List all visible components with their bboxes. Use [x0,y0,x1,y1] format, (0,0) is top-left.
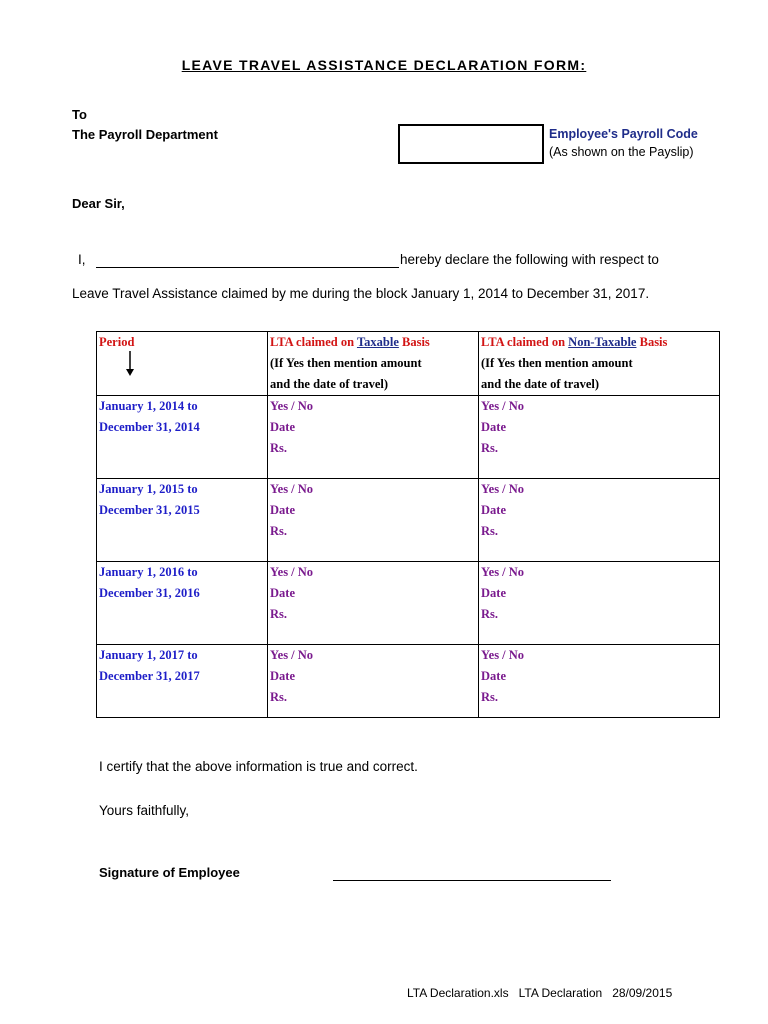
nontaxable-cell[interactable] [479,396,720,479]
to-label: To [72,107,87,122]
amount-field[interactable]: Rs. [481,441,499,455]
nontaxable-sub-1: (If Yes then mention amount [481,356,633,370]
period-from: January 1, 2017 to [99,648,198,662]
department-label: The Payroll Department [72,127,218,142]
yes-no-option[interactable]: Yes / No [481,648,525,662]
amount-field[interactable]: Rs. [270,690,288,704]
payroll-code-note: (As shown on the Payslip) [549,145,694,159]
nontaxable-sub-2: and the date of travel) [481,377,600,391]
date-field[interactable]: Date [270,420,295,434]
date-field[interactable]: Date [270,503,295,517]
yes-no-option[interactable]: Yes / No [270,565,314,579]
declare-line-2: Leave Travel Assistance claimed by me during the block January 1, 2014 to December 31, 2017. [72,286,650,301]
taxable-sub-2: and the date of travel) [270,377,389,391]
signature-label: Signature of Employee [99,865,240,880]
date-field[interactable]: Date [270,669,295,683]
employee-name-line[interactable] [96,267,399,268]
taxable-sub-1: (If Yes then mention amount [270,356,422,370]
period-cell [97,645,268,718]
certify-text: I certify that the above information is true and correct. [99,759,418,774]
date-field[interactable]: Date [270,586,295,600]
period-to: December 31, 2015 [99,503,200,517]
taxable-cell[interactable] [268,396,479,479]
payroll-code-input[interactable] [398,124,544,164]
period-cell [97,396,268,479]
yes-no-option[interactable]: Yes / No [270,482,314,496]
form-title: LEAVE TRAVEL ASSISTANCE DECLARATION FORM: [181,57,587,73]
table-row [97,645,720,718]
header-nontaxable [479,332,720,396]
payroll-code-label: Employee's Payroll Code [549,127,698,141]
amount-field[interactable]: Rs. [270,441,288,455]
period-to: December 31, 2017 [99,669,200,683]
table-header-row [97,332,720,396]
arrow-down-icon [129,353,131,377]
date-field[interactable]: Date [481,420,506,434]
yes-no-option[interactable]: Yes / No [481,565,525,579]
amount-field[interactable]: Rs. [481,607,499,621]
period-to: December 31, 2016 [99,586,200,600]
period-to: December 31, 2014 [99,420,200,434]
amount-field[interactable]: Rs. [481,690,499,704]
salutation: Dear Sir, [72,196,125,211]
date-field[interactable]: Date [481,586,506,600]
period-cell [97,562,268,645]
period-from: January 1, 2015 to [99,482,198,496]
table-row [97,479,720,562]
date-field[interactable]: Date [481,669,506,683]
header-period [97,332,268,396]
nontaxable-cell[interactable] [479,562,720,645]
declare-suffix: hereby declare the following with respect to [400,252,659,267]
period-cell [97,479,268,562]
taxable-cell[interactable] [268,562,479,645]
amount-field[interactable]: Rs. [481,524,499,538]
nontaxable-heading: LTA claimed on Non-Taxable Basis [481,335,668,349]
period-from: January 1, 2014 to [99,399,198,413]
table-row [97,396,720,479]
period-label: Period [99,335,135,349]
yes-no-option[interactable]: Yes / No [481,482,525,496]
yes-no-option[interactable]: Yes / No [270,399,314,413]
date-field[interactable]: Date [481,503,506,517]
declare-prefix: I, [78,252,86,267]
amount-field[interactable]: Rs. [270,607,288,621]
lta-table [96,331,720,718]
signature-line[interactable] [333,880,611,881]
yes-no-option[interactable]: Yes / No [481,399,525,413]
page-footer: LTA Declaration.xls LTA Declaration 28/09/2015 [407,986,673,1000]
nontaxable-cell[interactable] [479,645,720,718]
table-row [97,562,720,645]
amount-field[interactable]: Rs. [270,524,288,538]
taxable-heading: LTA claimed on Taxable Basis [270,335,430,349]
yes-no-option[interactable]: Yes / No [270,648,314,662]
period-from: January 1, 2016 to [99,565,198,579]
nontaxable-cell[interactable] [479,479,720,562]
header-taxable [268,332,479,396]
taxable-cell[interactable] [268,479,479,562]
yours-faithfully: Yours faithfully, [99,803,190,818]
taxable-cell[interactable] [268,645,479,718]
